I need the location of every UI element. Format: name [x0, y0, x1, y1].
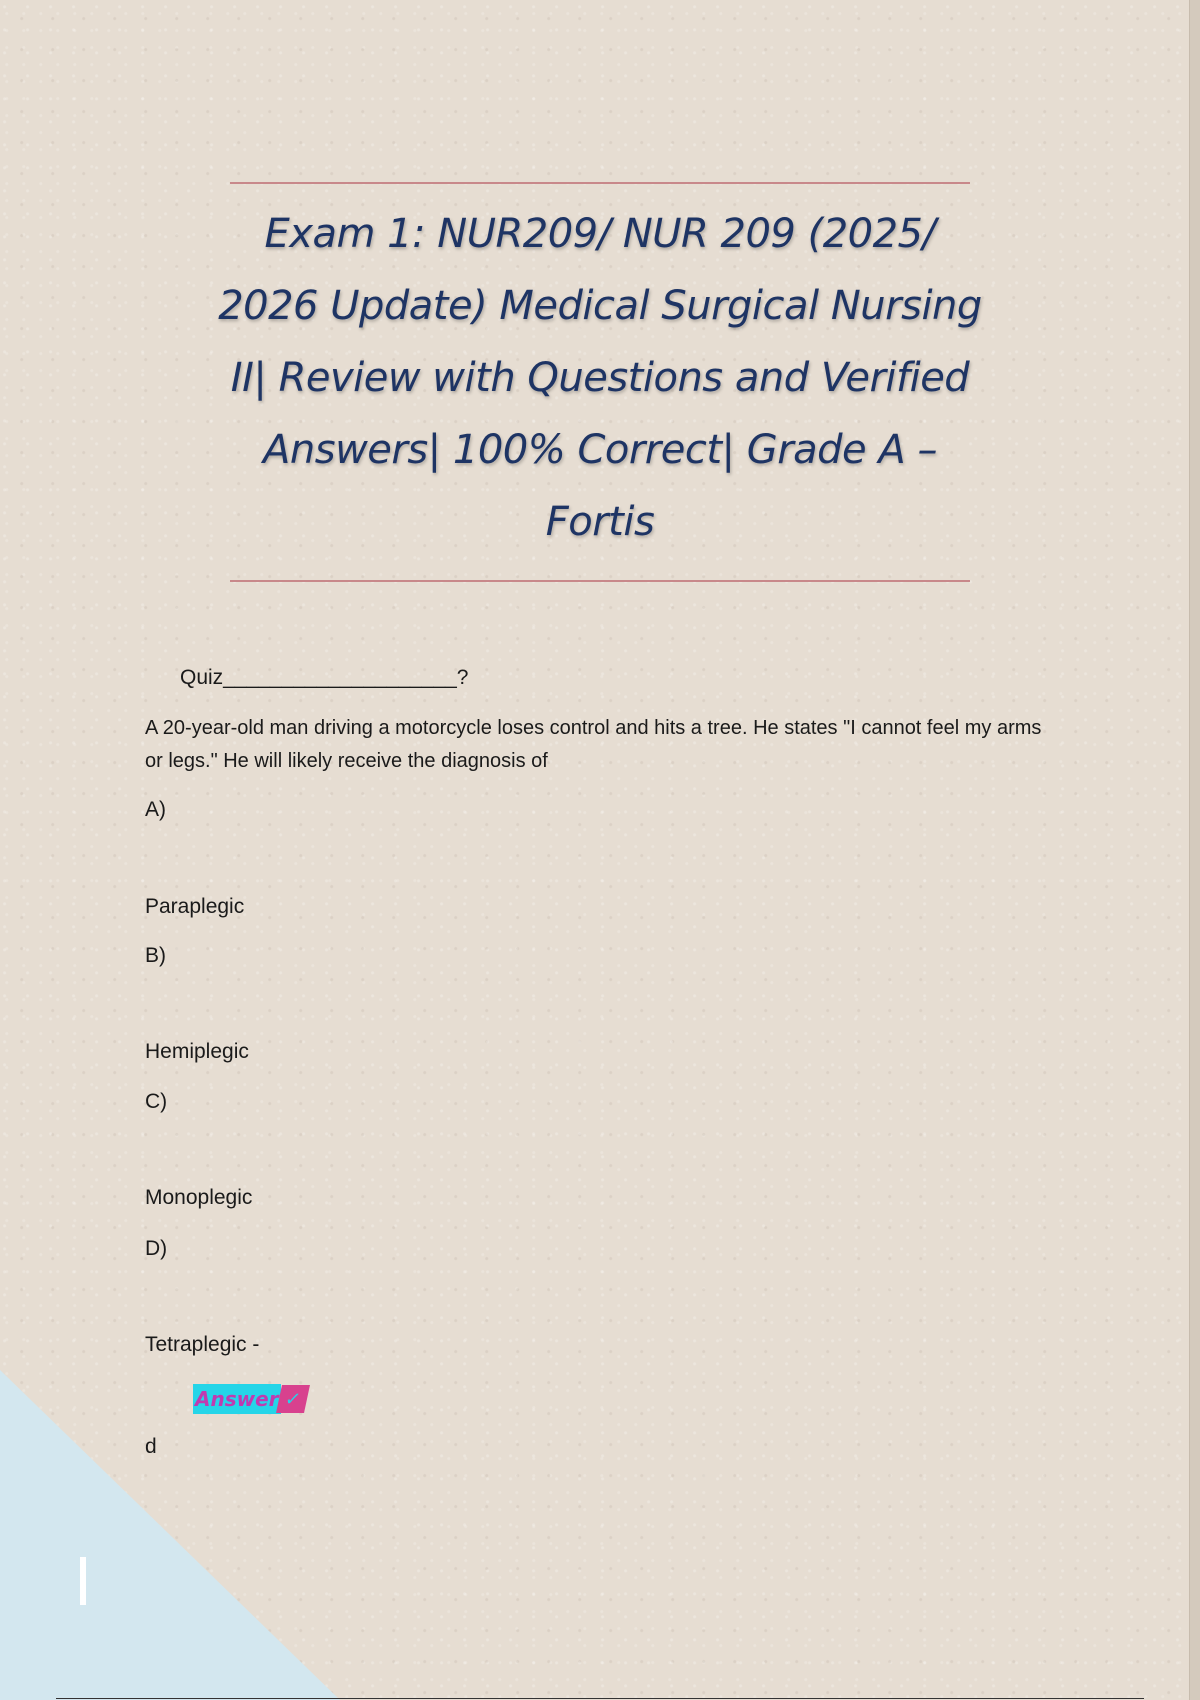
footer-divider [56, 1698, 1144, 1699]
option-c-letter: C) [145, 1090, 168, 1113]
page-edge [1189, 0, 1200, 1700]
quiz-prompt: Quiz____________________? [180, 666, 469, 689]
corner-decoration [0, 1370, 340, 1700]
option-c-text: Monoplegic [145, 1186, 253, 1209]
corner-bar [80, 1557, 86, 1605]
option-a-letter: A) [145, 798, 166, 821]
title-rule-top [230, 182, 970, 184]
check-icon: ✓ [276, 1385, 310, 1413]
title-rule-bottom [230, 580, 970, 582]
answer-value: d [145, 1435, 157, 1458]
option-b-letter: B) [145, 944, 166, 967]
option-b-text: Hemiplegic [145, 1040, 249, 1063]
document-title: Exam 1: NUR209/ NUR 209 (2025/ 2026 Update) Medical Surgical Nursing II| Review with Questions and Verified Answers| 100% Correct| Grade A – Fortis [218, 211, 982, 545]
option-d-text: Tetraplegic - [145, 1333, 260, 1356]
answer-label: Answer [193, 1384, 281, 1414]
option-d-letter: D) [145, 1237, 168, 1260]
question-text: A 20-year-old man driving a motorcycle loses control and hits a tree. He states "I cannot feel my arms or legs." He will likely receive the diagnosis of [145, 717, 1042, 772]
option-a-text: Paraplegic [145, 895, 245, 918]
answer-badge [193, 1383, 307, 1415]
